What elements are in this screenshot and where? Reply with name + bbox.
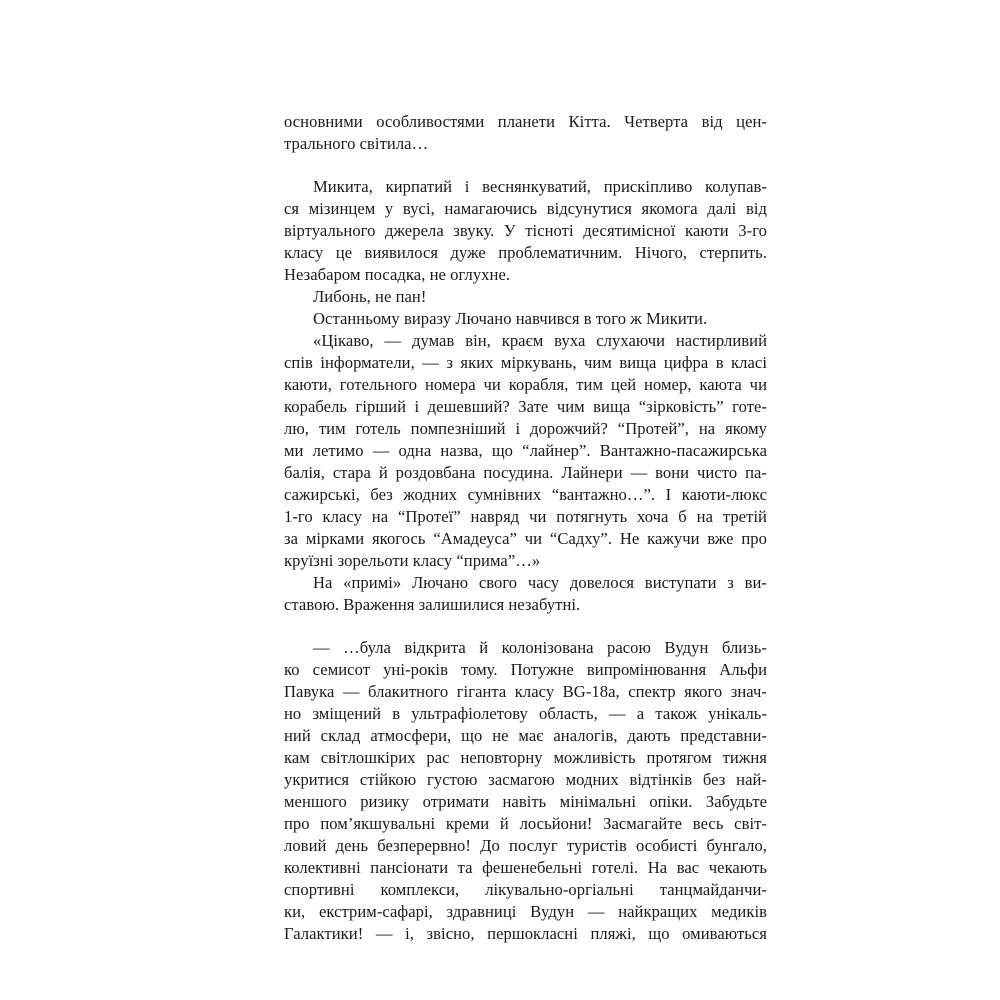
text-line: основними особливостями планети Кітта. Четверта від цен- [284, 112, 767, 131]
text-line: ловий день безперервно! До послуг туристів особисті бунгало, [284, 836, 767, 855]
text-line: спортивні комплекси, лікувально-оргіальні танцмайданчи- [284, 880, 767, 899]
text-line: Павука — блакитного гіганта класу BG-18a, спектр якого знач- [284, 682, 767, 701]
text-line: ки, екстрим-сафарі, здравниці Вудун — найкращих медиків [284, 902, 767, 921]
text-line: укритися стійкою густою засмагою модних відтінків без най- [284, 770, 767, 789]
text-line: ний склад атмосфери, що не має аналогів, дають представни- [284, 726, 767, 745]
text-line: Незабаром посадка, не оглухне. [284, 265, 511, 284]
text-line: ми летимо — одна назва, що “лайнер”. Вантажно-пасажирська [284, 441, 767, 460]
text-line: класу це виявилося дуже проблематичним. Нічого, стерпить. [284, 243, 767, 262]
text-line: ся мізинцем у вусі, намагаючись відсунутися якомога далі від [284, 199, 767, 218]
text-line: колективні пансіонати та фешенебельні готелі. На вас чекають [284, 858, 767, 877]
text-line: Галактики! — і, звісно, першокласні пляжі, що омиваються [284, 924, 767, 943]
text-line: Останньому виразу Лючано навчився в того ж Микити. [313, 309, 708, 328]
text-line: но зміщений в ультрафіолетову область, — а також унікаль- [284, 704, 767, 723]
text-line: меншого ризику отримати навіть мінімальні опіки. Забудьте [284, 792, 767, 811]
text-line: Либонь, не пан! [313, 287, 427, 306]
text-line: спів інформатели, — з яких міркувань, чим вища цифра в класі [284, 353, 767, 372]
text-line: Микита, кирпатий і веснянкуватий, прискіпливо колупав- [313, 177, 767, 196]
text-line: за мірками якогось “Амадеуса” чи “Садху”. Не кажучи вже про [284, 529, 767, 548]
text-line: трального світила… [284, 134, 429, 153]
text-line: На «примі» Лючано свого часу довелося виступати з ви- [313, 573, 767, 592]
text-line: сажирські, без жодних сумнівних “вантажно…”. І каюти-люкс [284, 485, 767, 504]
text-line: про пом’якшувальні креми й лосьйони! Засмагайте весь світ- [284, 814, 767, 833]
text-line: «Цікаво, — думав він, краєм вуха слухаючи настирливий [313, 331, 767, 350]
text-line: ставою. Враження залишилися незабутні. [284, 595, 581, 614]
text-line: балія, стара й роздовбана посудина. Лайнери — вони чисто па- [284, 463, 767, 482]
body-text [284, 0, 767, 1000]
text-line: корабель гірший і дешевший? Зате чим вища “зірковість” готе- [284, 397, 767, 416]
text-line: 1-го класу на “Протеї” навряд чи потягнуть хоча б на третій [284, 507, 767, 526]
text-line: ко семисот уні-років тому. Потужне випромінювання Альфи [284, 660, 767, 679]
text-line: лю, тим готель помпезніший і дорожчий? “Протей”, на якому [284, 419, 767, 438]
text-line: каюти, готельного номера чи корабля, тим цей номер, каюта чи [284, 375, 767, 394]
text-line: — …була відкрита й колонізована расою Вудун близь- [313, 638, 767, 657]
text-line: віртуального джерела звуку. У тісноті десятимісної каюти 3-го [284, 221, 767, 240]
text-line: круїзні зорельоти класу “прима”…» [284, 551, 541, 570]
text-line: кам світлошкірих рас неповторну можливість протягом тижня [284, 748, 767, 767]
